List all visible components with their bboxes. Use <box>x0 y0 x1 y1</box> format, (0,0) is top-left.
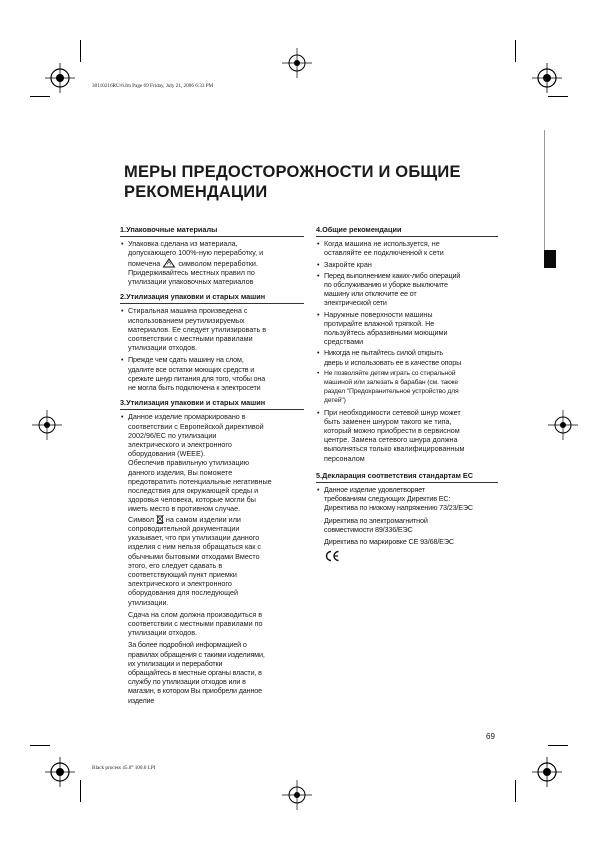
crop-mark <box>515 780 516 802</box>
page-title-line-1: МЕРЫ ПРЕДОСТОРОЖНОСТИ И ОБЩИЕ <box>124 163 461 181</box>
registration-mark-icon <box>282 780 312 810</box>
text-line: требованиям следующих Директив ЕС: <box>324 494 451 504</box>
text-line: сопроводительной документации <box>128 523 240 533</box>
text-line: утилизации отходов. <box>128 628 198 638</box>
section-heading: 1.Упаковочные материалы <box>120 225 304 237</box>
text-line: оборудования для последующей <box>128 588 238 598</box>
text-line: соответствии с местными правилами по <box>128 618 263 628</box>
registration-mark-icon <box>45 63 75 93</box>
text-line: раздел "Предохранительное устройство для <box>324 388 459 396</box>
text-line: центре. Замена сетевого шнура должна <box>324 435 458 445</box>
page-number: 69 <box>486 732 495 741</box>
text-line: Обеспечив правильную утилизацию <box>128 458 249 468</box>
crop-mark <box>30 745 50 746</box>
text-line: соответствии с местными правилами <box>128 334 253 344</box>
registration-mark-icon <box>532 757 562 787</box>
text-line: дверь и использовать ее в качестве опоры <box>324 357 462 367</box>
text-line: оставляйте ее подключенной к сети <box>324 248 444 258</box>
crossed-out-bin-icon <box>156 514 164 524</box>
list-item <box>120 412 304 704</box>
text-line: Не позволяйте детям играть со стиральной <box>324 369 456 377</box>
text-line: данного изделия, Вы поможете <box>128 467 233 477</box>
list-item <box>316 408 498 463</box>
list-item <box>120 239 304 286</box>
text-line: последствия для окружающей среды и <box>128 486 259 496</box>
thumb-tab <box>544 250 556 268</box>
thumb-tab-line <box>544 130 545 250</box>
text-line: обращайтесь в местные органы власти, в <box>128 667 262 677</box>
left-column <box>120 225 304 711</box>
crop-mark <box>80 40 81 62</box>
list-item <box>120 306 304 352</box>
text-line: Данное изделие удовлетворяет <box>324 485 425 495</box>
text-line: утилизации упаковочных материалов <box>128 277 254 287</box>
text-line: по обслуживанию и уборке выключите <box>324 280 448 290</box>
text-line: допускающего 100%-ную переработку, и <box>128 248 264 258</box>
text-line: этого, его следует сдавать в <box>128 560 223 570</box>
text-line: оборудования (WEEE). <box>128 449 206 459</box>
registration-mark-icon <box>45 757 75 787</box>
page-title <box>124 162 504 202</box>
text-line: электрической сети <box>324 298 387 308</box>
list-item <box>316 485 498 562</box>
text-line: утилизации отходов. <box>128 343 198 353</box>
list-item <box>316 310 498 347</box>
text-line: Никогда не пытайтесь силой открыть <box>324 348 443 358</box>
text-line: материалов. Ее следует утилизировать в <box>128 324 267 334</box>
text-line: изделие <box>128 695 155 705</box>
paragraph <box>324 537 498 546</box>
text-line: символом переработки. <box>178 258 258 268</box>
text-line: их утилизации и переработки <box>128 658 223 668</box>
section-disposal <box>120 292 304 392</box>
paragraph <box>324 516 498 534</box>
paragraph <box>128 610 304 638</box>
text-line: электрического и электронного <box>128 579 232 589</box>
text-line: Перед выполнением каких-либо операций <box>324 270 461 280</box>
section-general-recommendations <box>316 225 498 463</box>
text-line: Директива по электромагнитной <box>324 515 428 525</box>
text-line: электрического и электронного <box>128 440 232 450</box>
text-line: протирайте влажной тряпкой. Не <box>324 318 435 328</box>
text-line: Стиральная машина произведена с <box>128 306 248 316</box>
print-slug-top: 30110216RU/6.fm Page 69 Friday, July 21, 2006 6:33 PM <box>92 83 214 89</box>
paragraph <box>128 640 304 704</box>
text-line: соответствующий пункт приемки <box>128 569 237 579</box>
text-line: Наружные поверхности машины <box>324 309 433 319</box>
text-line: Директива по низкому напряжению 73/23/ЕЭС <box>324 503 473 513</box>
registration-mark-icon <box>282 48 312 78</box>
page-title-line-2: РЕКОМЕНДАЦИИ <box>124 183 268 201</box>
section-heading: 4.Общие рекомендации <box>316 225 498 237</box>
text-line: службу по утилизации отходов или в <box>128 677 246 687</box>
text-line: совместимости 89/336/ЕЭС <box>324 524 413 534</box>
text-line: здоровья человека, которые могли бы <box>128 495 256 505</box>
text-line: Директива по маркировке CE 93/68/ЕЭС <box>324 537 454 547</box>
text-line: Прежде чем сдать машину на слом, <box>128 355 244 365</box>
crop-mark <box>30 96 50 97</box>
text-line: удалите все остатки моющих средств и <box>128 364 255 374</box>
text-line: использованием реутилизируемых <box>128 315 245 325</box>
text-line: обычными бытовыми отходами Вместо <box>128 551 260 561</box>
ce-mark-icon <box>324 550 340 562</box>
section-heading: 2.Утилизация упаковки и старых машин <box>120 292 304 304</box>
text-line: Упаковка сделана из материала, <box>128 239 238 249</box>
text-line: изделия с ним нельзя обращаться как с <box>128 542 261 552</box>
text-line: срежьте шнур питания для того, чтобы она <box>128 373 266 383</box>
text-line: Символ <box>128 514 154 524</box>
text-line: предотвратить потенциальные негативные <box>128 476 272 486</box>
crop-mark <box>548 96 568 97</box>
text-line: 2002/96/EC по утилизации <box>128 430 217 440</box>
list-item <box>316 271 498 308</box>
text-line: магазин, в котором Вы приобрели данное <box>128 686 262 696</box>
text-line: Сдача на слом должна производиться в <box>128 609 263 619</box>
text-line: соответствии с Европейской директивой <box>128 421 264 431</box>
text-line: Когда машина не используется, не <box>324 239 440 249</box>
text-line: персоналом <box>324 453 365 463</box>
text-line: Закройте кран <box>324 259 372 269</box>
text-line: выполняться только квалифицированным <box>324 444 465 454</box>
text-line: на самом изделии или <box>165 514 241 524</box>
text-line: иметь место в противном случае. <box>128 504 241 514</box>
crop-mark <box>80 780 81 802</box>
text-line: быть заменен шнуром такого же типа, <box>324 416 452 426</box>
print-slug-bottom: Black process 45.0° 100.0 LPI <box>92 765 156 771</box>
section-eu-declaration <box>316 471 498 562</box>
registration-mark-icon <box>32 410 62 440</box>
list-item <box>120 355 304 392</box>
text-line: средствами <box>324 337 364 347</box>
list-item <box>316 260 498 269</box>
text-line: пользуйтесь абразивными моющими <box>324 328 448 338</box>
text-line: При необходимости сетевой шнур может <box>324 407 461 417</box>
section-heading: 3.Утилизация упаковки и старых машин <box>120 398 304 410</box>
registration-mark-icon <box>532 63 562 93</box>
recycle-triangle-icon <box>162 258 176 268</box>
text-line: Данное изделие промаркировано в <box>128 412 246 422</box>
text-line: машину или отключите ее от <box>324 289 417 299</box>
right-column <box>316 225 498 568</box>
text-line: машиной или залезать в барабан (см. также <box>324 379 458 387</box>
text-line: не могла быть подключена к электросети <box>128 383 261 393</box>
section-packaging <box>120 225 304 286</box>
crop-mark <box>548 745 568 746</box>
list-item <box>316 239 498 257</box>
list-item <box>316 348 498 366</box>
section-weee <box>120 398 304 705</box>
text-line: помечена <box>128 258 161 268</box>
section-heading: 5.Декларация соответствия стандартам ЕС <box>316 471 498 483</box>
text-line: За более подробной информацией о <box>128 640 247 650</box>
text-line: детей") <box>324 397 346 405</box>
text-line: утилизации. <box>128 597 169 607</box>
text-line: который можно приобрести в сервисном <box>324 426 460 436</box>
text-line: Придерживайтесь местных правил по <box>128 267 255 277</box>
text-line: указывает, что при утилизации данного <box>128 533 260 543</box>
registration-mark-icon <box>548 410 578 440</box>
list-item <box>316 369 498 406</box>
crop-mark <box>515 40 516 62</box>
text-line: правилах обращения с такими изделиями, <box>128 649 265 659</box>
